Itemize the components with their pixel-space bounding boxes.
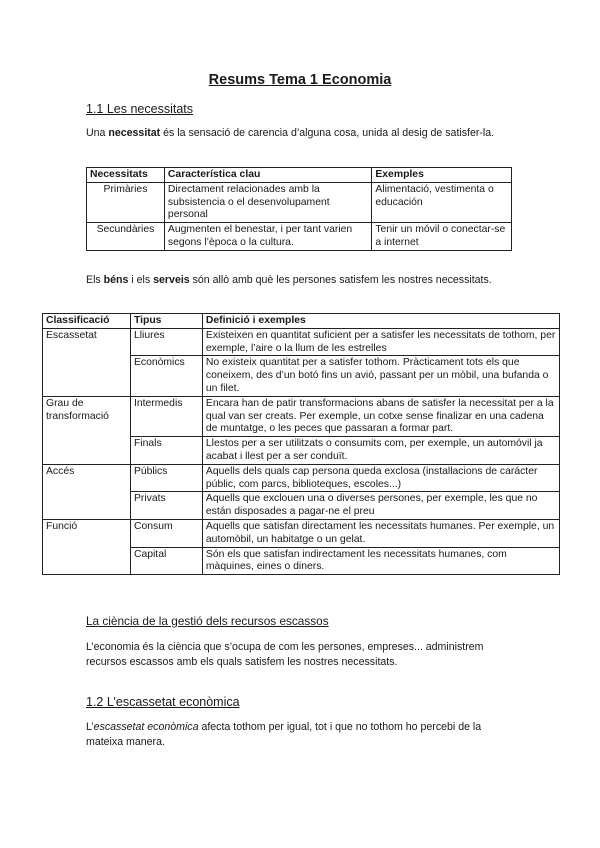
column-header: Classificació xyxy=(43,314,131,329)
definition-cell: No existeix quantitat per a satisfer tothom. Pràcticament tots els que coneixem, des d’un botó fins un avió, passant per un mòbil, una bufanda o un filet. xyxy=(202,356,559,396)
text-run: i els xyxy=(128,274,154,286)
section-heading-escassetat: 1.2 L’escassetat econòmica xyxy=(86,695,240,709)
table-cell: Tenir un móvil o conectar-se a internet xyxy=(372,223,512,251)
column-header: Necessitats xyxy=(87,168,165,183)
table-cell: Augmenten el benestar, i per tant varien segons l’època o la cultura. xyxy=(164,223,371,251)
section-heading-ciencia: La ciència de la gestió dels recursos escassos xyxy=(86,614,329,628)
classification-cell: Accés xyxy=(43,464,131,519)
table-row xyxy=(43,396,560,436)
type-cell: Econòmics xyxy=(130,356,202,396)
type-cell: Consum xyxy=(130,519,202,547)
text-run: L’ xyxy=(86,721,94,733)
column-header: Característica clau xyxy=(164,168,371,183)
classification-cell: Escassetat xyxy=(43,328,131,396)
type-cell: Intermedis xyxy=(130,396,202,436)
text-run: Els xyxy=(86,274,104,286)
type-cell: Privats xyxy=(130,492,202,520)
definition-cell: Aquells que exclouen una o diverses persones, per exemple, les que no están disposades a pagar-ne el preu xyxy=(202,492,559,520)
table-row xyxy=(43,328,560,356)
type-cell: Finals xyxy=(130,437,202,465)
type-cell: Públics xyxy=(130,464,202,492)
text-run: són allò amb què les persones satisfem les nostres necessitats. xyxy=(189,274,492,286)
classification-cell: Grau de transformació xyxy=(43,396,131,464)
column-header: Tipus xyxy=(130,314,202,329)
table-header-row xyxy=(87,168,512,183)
necessitats-table xyxy=(86,167,512,251)
term-serveis: serveis xyxy=(153,274,190,286)
ciencia-text: L’economia és la ciència que s’ocupa de com les persones, empreses... administrem recursos escassos amb els quals satisfem les nostres necessitats. xyxy=(86,641,484,668)
bens-classification-table xyxy=(42,313,560,575)
term-necessitat: necessitat xyxy=(108,127,161,139)
table-cell: Secundàries xyxy=(87,223,165,251)
definition-cell: Existeixen en quantitat suficient per a satisfer les necessitats de tothom, per exemple, l’aire o la llum de les estrelles xyxy=(202,328,559,356)
section-heading-necessitats: 1.1 Les necessitats xyxy=(86,102,194,116)
escassetat-text xyxy=(86,720,506,750)
table-cell: Directament relacionades amb la subsistencia o el desenvolupament personal xyxy=(164,182,371,222)
definition-cell: Llestos per a ser utilitzats o consumits com, per exemple, un automóvil ja acabat i llest per a ser conduït. xyxy=(202,437,559,465)
necessitat-definition xyxy=(86,126,506,141)
table-header-row xyxy=(43,314,560,329)
table-cell: Primàries xyxy=(87,182,165,222)
type-cell: Lliures xyxy=(130,328,202,356)
column-header: Definició i exemples xyxy=(202,314,559,329)
table-row xyxy=(43,519,560,547)
definition-cell: Són els que satisfan indirectament les necessitats humanes, com màquines, eines o diners. xyxy=(202,547,559,575)
text-run: és la sensació de carencia d’alguna cosa, unida al desig de satisfer-la. xyxy=(160,127,495,139)
table-row xyxy=(43,464,560,492)
text-run: afecta tothom per igual, tot i que no tothom ho percebi de la mateixa manera. xyxy=(86,721,482,748)
table-cell: Alimentació, vestimenta o educación xyxy=(372,182,512,222)
definition-cell: Aquells dels quals cap persona queda exclosa (installacions de carácter públic, com parcs, biblioteques, escoles...) xyxy=(202,464,559,492)
term-escassetat: escassetat econòmica xyxy=(93,721,199,733)
page-title: Resums Tema 1 Economia xyxy=(208,72,392,88)
definition-cell: Encara han de patir transformacions abans de satisfer la necessitat per a la qual van ser creats. Per exemple, un cotxe sense finalizar en una cadena de muntatge, o les peces que passaran a formar part. xyxy=(202,396,559,436)
table-row xyxy=(87,182,512,222)
bens-serveis-text xyxy=(86,273,506,288)
term-bens: béns xyxy=(103,274,129,286)
text-run: Una xyxy=(86,127,109,139)
type-cell: Capital xyxy=(130,547,202,575)
table-row xyxy=(87,223,512,251)
definition-cell: Aquells que satisfan directament les necessitats humanes. Per exemple, un automòbil, un habitatge o un gelat. xyxy=(202,519,559,547)
classification-cell: Funció xyxy=(43,519,131,574)
column-header: Exemples xyxy=(372,168,512,183)
